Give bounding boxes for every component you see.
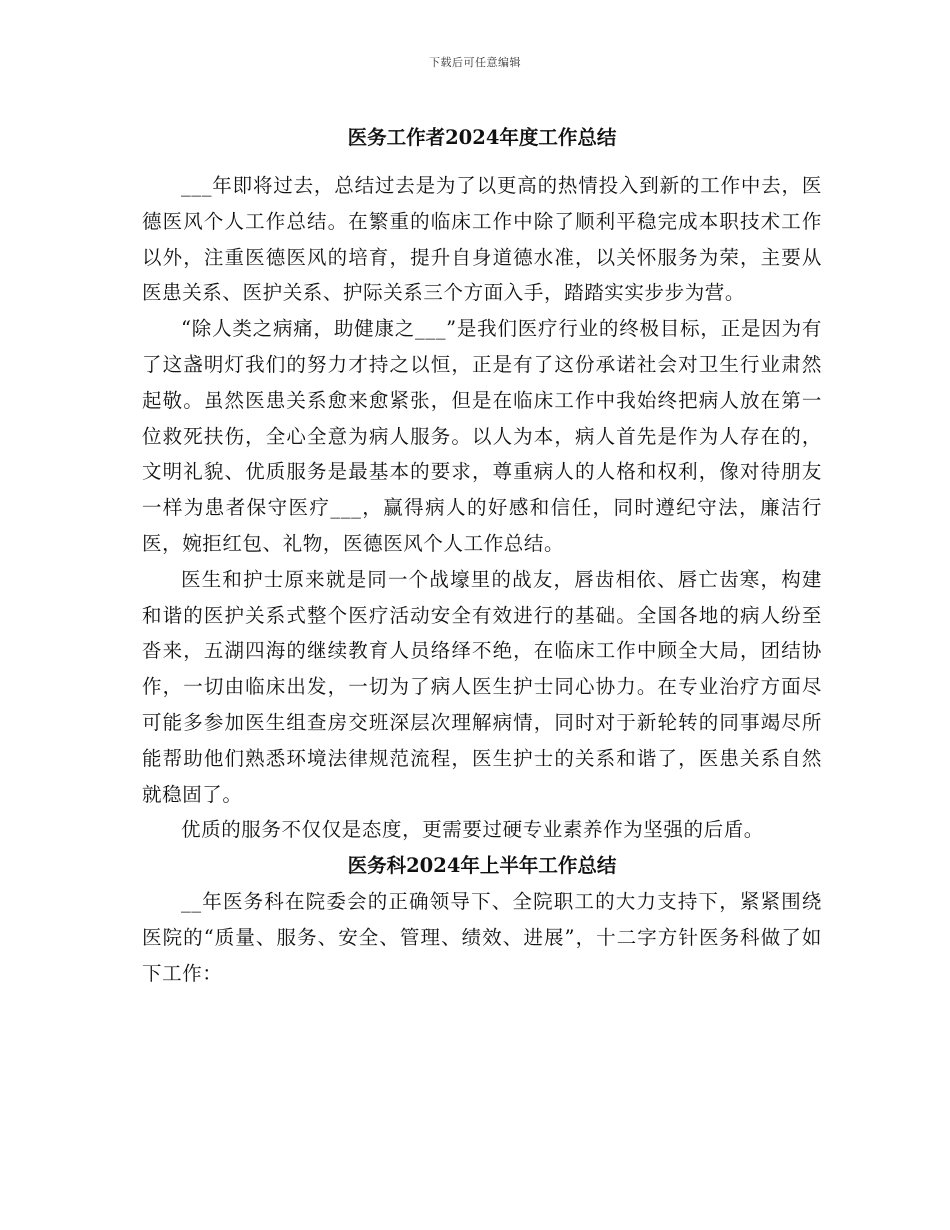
doc2-title: 医务科2024年上半年工作总结	[347, 854, 617, 878]
doc1-paragraph-3: 医生和护士原来就是同一个战壕里的战友，唇齿相依、唇亡齿寒，构建和谐的医护关系式整个医疗活动安全有效进行的基础。全国各地的病人纷至沓来，五湖四海的继续教育人员络绎不绝，在临床工作中顾全大局，团结协作，一切由临床出发，一切为了病人医生护士同心协力。在专业治疗方面尽可能多参加医生组查房交班深层次理解病情，同时对于新轮转的同事竭尽所能帮助他们熟悉环境法律规范流程，医生护士的关系和谐了，医患关系自然就稳固了。	[142, 567, 822, 806]
doc2-paragraph-1: __年医务科在院委会的正确领导下、全院职工的大力支持下，紧紧围绕医院的“质量、服务、安全、管理、绩效、进展”，十二字方针医务科做了如下工作：	[142, 890, 822, 985]
header-note: 下载后可任意编辑	[429, 56, 521, 69]
doc1-paragraph-2: “除人类之病痛，助健康之___”是我们医疗行业的终极目标，正是因为有了这盏明灯我们的努力才持之以恒，正是有了这份承诺社会对卫生行业肃然起敬。虽然医患关系愈来愈紧张，但是在临床工作中我始终把病人放在第一位救死扶伤，全心全意为病人服务。以人为本，病人首先是作为人存在的，文明礼貌、优质服务是最基本的要求，尊重病人的人格和权利，像对待朋友一样为患者保守医疗___，赢得病人的好感和信任，同时遵纪守法，廉洁行医，婉拒红包、礼物，医德医风个人工作总结。	[142, 317, 822, 555]
doc1-paragraph-4: 优质的服务不仅仅是态度，更需要过硬专业素养作为坚强的后盾。	[181, 818, 764, 842]
doc1-paragraph-1: ___年即将过去，总结过去是为了以更高的热情投入到新的工作中去，医德医风个人工作总结。在繁重的临床工作中除了顺利平稳完成本职技术工作以外，注重医德医风的培育，提升自身道德水准，以关怀服务为荣，主要从医患关系、医护关系、护际关系三个方面入手，踏踏实实步步为营。	[142, 174, 822, 305]
document-content	[142, 120, 822, 992]
doc1-title: 医务工作者2024年度工作总结	[347, 126, 617, 149]
